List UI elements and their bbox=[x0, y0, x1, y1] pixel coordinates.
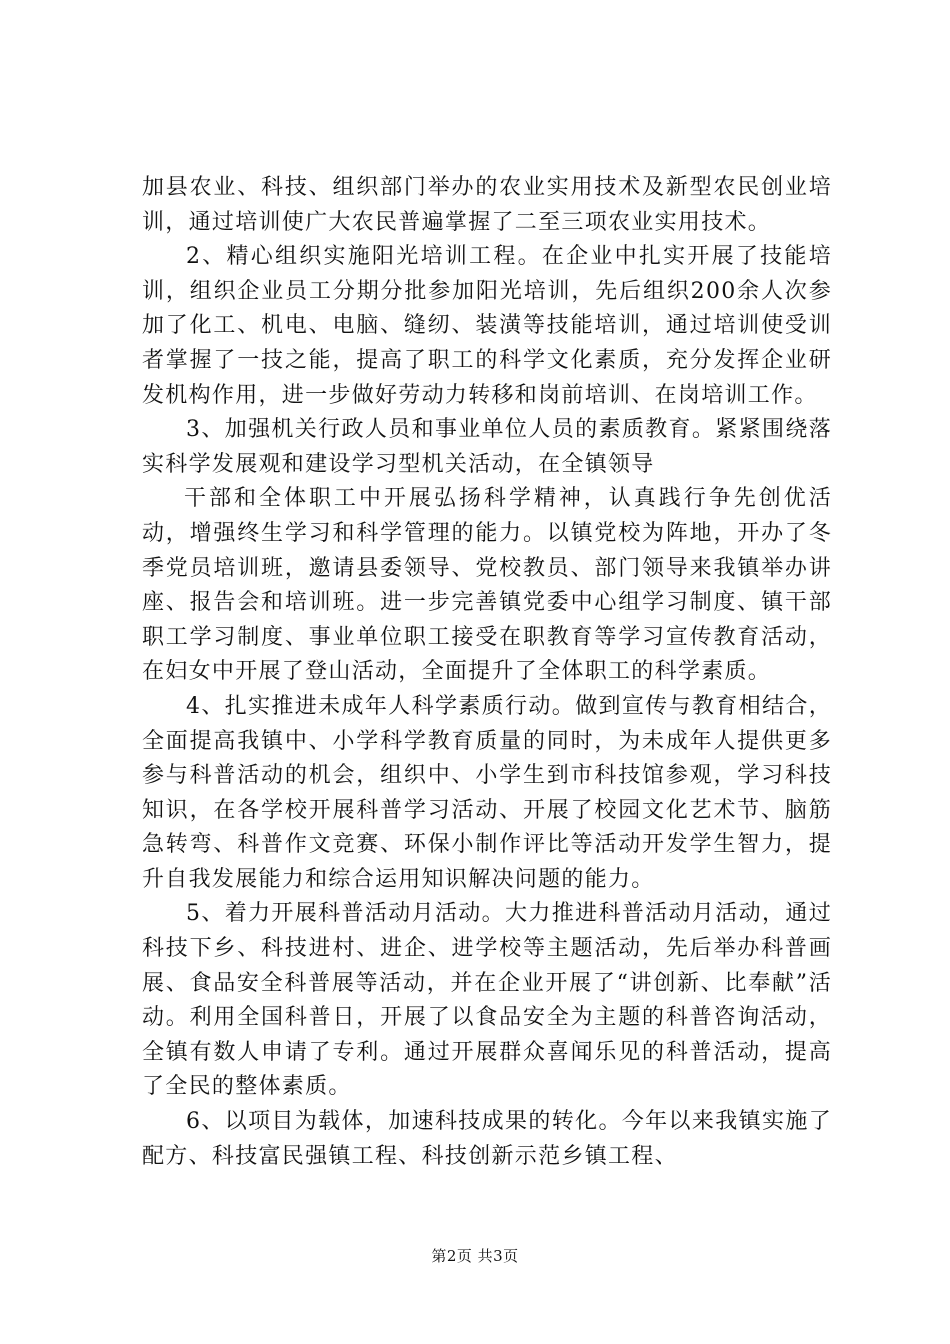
paragraph-item-3: 3、加强机关行政人员和事业单位人员的素质教育。紧紧围绕落实科学发展观和建设学习型机关活动，在全镇领导 bbox=[142, 417, 832, 477]
paragraph-continuation: 加县农业、科技、组织部门举办的农业实用技术及新型农民创业培训，通过培训使广大农民普遍掌握了二至三项农业实用技术。 bbox=[142, 175, 832, 235]
paragraph-item-4: 4、扎实推进未成年人科学素质行动。做到宣传与教育相结合，全面提高我镇中、小学科学教育质量的同时，为未成年人提供更多参与科普活动的机会，组织中、小学生到市科技馆参观，学习科技知识，在各学校开展科普学习活动、开展了校园文化艺术节、脑筋急转弯、科普作文竞赛、环保小制作评比等活动开发学生智力，提升自我发展能力和综合运用知识解决问题的能力。 bbox=[142, 693, 832, 892]
paragraph-item-5: 5、着力开展科普活动月活动。大力推进科普活动月活动，通过科技下乡、科技进村、进企、进学校等主题活动，先后举办科普画展、食品安全科普展等活动，并在企业开展了“讲创新、比奉献”活动。利用全国科普日，开展了以食品安全为主题的科普咨询活动，全镇有数人申请了专利。通过开展群众喜闻乐见的科普活动，提高了全民的整体素质。 bbox=[142, 901, 832, 1100]
paragraph-item-6: 6、以项目为载体，加速科技成果的转化。今年以来我镇实施了配方、科技富民强镇工程、科技创新示范乡镇工程、 bbox=[142, 1109, 832, 1169]
paragraph-item-3-continued: 干部和全体职工中开展弘扬科学精神，认真践行争先创优活动，增强终生学习和科学管理的能力。以镇党校为阵地，开办了冬季党员培训班，邀请县委领导、党校教员、部门领导来我镇举办讲座、报告会和培训班。进一步完善镇党委中心组学习制度、镇干部职工学习制度、事业单位职工接受在职教育等学习宣传教育活动，在妇女中开展了登山活动，全面提升了全体职工的科学素质。 bbox=[142, 486, 832, 685]
page-number-footer: 第2页 共3页 bbox=[431, 1247, 519, 1265]
document-body bbox=[142, 171, 832, 1174]
paragraph-item-2: 2、精心组织实施阳光培训工程。在企业中扎实开展了技能培训，组织企业员工分期分批参加阳光培训，先后组织200余人次参加了化工、机电、电脑、缝纫、装潢等技能培训，通过培训使受训者掌握了一技之能，提高了职工的科学文化素质，充分发挥企业研发机构作用，进一步做好劳动力转移和岗前培训、在岗培训工作。 bbox=[142, 244, 832, 408]
